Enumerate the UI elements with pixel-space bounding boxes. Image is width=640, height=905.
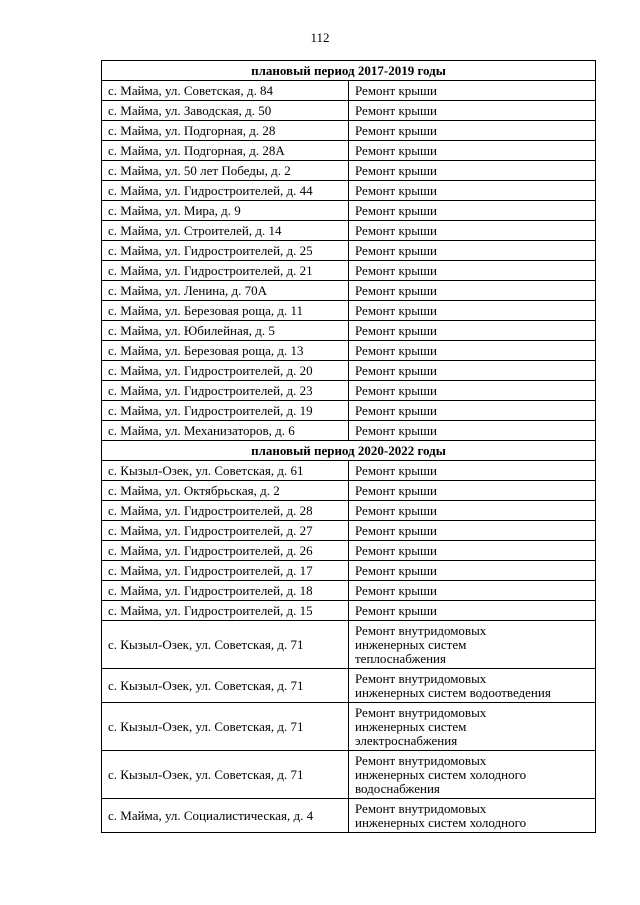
work-type-cell: Ремонт крыши [349,261,596,281]
work-type-cell: Ремонт крыши [349,321,596,341]
page-number: 112 [310,30,330,45]
work-type-cell: Ремонт крыши [349,161,596,181]
address-cell: с. Майма, ул. Строителей, д. 14 [102,221,349,241]
repair-schedule-table [101,60,596,833]
section-title: плановый период 2020-2022 годы [102,441,596,461]
table-row [102,541,596,561]
work-type-cell: Ремонт крыши [349,281,596,301]
address-cell: с. Майма, ул. Ленина, д. 70А [102,281,349,301]
table-row [102,521,596,541]
work-type-cell: Ремонт крыши [349,421,596,441]
address-cell: с. Майма, ул. Подгорная, д. 28 [102,121,349,141]
address-cell: с. Майма, ул. Березовая роща, д. 13 [102,341,349,361]
work-type-cell: Ремонт крыши [349,361,596,381]
table-row [102,161,596,181]
table-row [102,361,596,381]
address-cell: с. Майма, ул. Гидростроителей, д. 27 [102,521,349,541]
table-row [102,601,596,621]
table-row [102,101,596,121]
address-cell: с. Майма, ул. Гидростроителей, д. 21 [102,261,349,281]
work-type-cell: Ремонт крыши [349,461,596,481]
table-row [102,241,596,261]
table-row [102,581,596,601]
address-cell: с. Майма, ул. Подгорная, д. 28А [102,141,349,161]
address-cell: с. Кызыл-Озек, ул. Советская, д. 71 [102,751,349,799]
work-type-cell: Ремонт крыши [349,221,596,241]
address-cell: с. Майма, ул. Гидростроителей, д. 17 [102,561,349,581]
address-cell: с. Майма, ул. Советская, д. 84 [102,81,349,101]
work-type-cell: Ремонт крыши [349,561,596,581]
address-cell: с. Майма, ул. Гидростроителей, д. 25 [102,241,349,261]
table-row [102,799,596,833]
address-cell: с. Кызыл-Озек, ул. Советская, д. 71 [102,669,349,703]
table-row [102,321,596,341]
table-row [102,703,596,751]
address-cell: с. Майма, ул. Механизаторов, д. 6 [102,421,349,441]
table-row [102,301,596,321]
table-row [102,621,596,669]
address-cell: с. Майма, ул. Березовая роща, д. 11 [102,301,349,321]
address-cell: с. Майма, ул. Гидростроителей, д. 23 [102,381,349,401]
work-type-cell: Ремонт крыши [349,201,596,221]
table-row [102,461,596,481]
address-cell: с. Кызыл-Озек, ул. Советская, д. 71 [102,703,349,751]
work-type-cell: Ремонт крыши [349,101,596,121]
work-type-cell: Ремонт крыши [349,521,596,541]
address-cell: с. Майма, ул. Гидростроителей, д. 44 [102,181,349,201]
work-type-cell: Ремонт внутридомовых инженерных систем электроснабжения [349,703,596,751]
table-row [102,81,596,101]
section-title: плановый период 2017-2019 годы [102,61,596,81]
work-type-cell: Ремонт крыши [349,541,596,561]
work-type-cell: Ремонт крыши [349,81,596,101]
work-type-cell: Ремонт внутридомовых инженерных систем теплоснабжения [349,621,596,669]
work-type-cell: Ремонт крыши [349,141,596,161]
address-cell: с. Кызыл-Озек, ул. Советская, д. 71 [102,621,349,669]
work-type-cell: Ремонт внутридомовых инженерных систем водоотведения [349,669,596,703]
work-type-cell: Ремонт внутридомовых инженерных систем холодного [349,799,596,833]
work-type-cell: Ремонт крыши [349,481,596,501]
address-cell: с. Майма, ул. 50 лет Победы, д. 2 [102,161,349,181]
table-row [102,121,596,141]
work-type-cell: Ремонт крыши [349,121,596,141]
address-cell: с. Майма, ул. Социалистическая, д. 4 [102,799,349,833]
table-row [102,669,596,703]
work-type-cell: Ремонт крыши [349,241,596,261]
table-row [102,561,596,581]
table-row [102,281,596,301]
work-type-cell: Ремонт внутридомовых инженерных систем холодного водоснабжения [349,751,596,799]
work-type-cell: Ремонт крыши [349,581,596,601]
table-row [102,501,596,521]
table-row [102,201,596,221]
address-cell: с. Майма, ул. Заводская, д. 50 [102,101,349,121]
address-cell: с. Майма, ул. Юбилейная, д. 5 [102,321,349,341]
address-cell: с. Майма, ул. Гидростроителей, д. 18 [102,581,349,601]
section-header-row [102,61,596,81]
address-cell: с. Майма, ул. Октябрьская, д. 2 [102,481,349,501]
work-type-cell: Ремонт крыши [349,341,596,361]
work-type-cell: Ремонт крыши [349,501,596,521]
work-type-cell: Ремонт крыши [349,401,596,421]
work-type-cell: Ремонт крыши [349,381,596,401]
address-cell: с. Майма, ул. Гидростроителей, д. 20 [102,361,349,381]
address-cell: с. Майма, ул. Гидростроителей, д. 19 [102,401,349,421]
table-row [102,141,596,161]
work-type-cell: Ремонт крыши [349,301,596,321]
table-row [102,261,596,281]
address-cell: с. Майма, ул. Гидростроителей, д. 28 [102,501,349,521]
table-row [102,381,596,401]
table-row [102,481,596,501]
table-row [102,221,596,241]
address-cell: с. Майма, ул. Мира, д. 9 [102,201,349,221]
table-row [102,181,596,201]
table-row [102,751,596,799]
table-row [102,421,596,441]
section-header-row [102,441,596,461]
work-type-cell: Ремонт крыши [349,181,596,201]
table-row [102,341,596,361]
table-row [102,401,596,421]
address-cell: с. Кызыл-Озек, ул. Советская, д. 61 [102,461,349,481]
address-cell: с. Майма, ул. Гидростроителей, д. 26 [102,541,349,561]
work-type-cell: Ремонт крыши [349,601,596,621]
address-cell: с. Майма, ул. Гидростроителей, д. 15 [102,601,349,621]
